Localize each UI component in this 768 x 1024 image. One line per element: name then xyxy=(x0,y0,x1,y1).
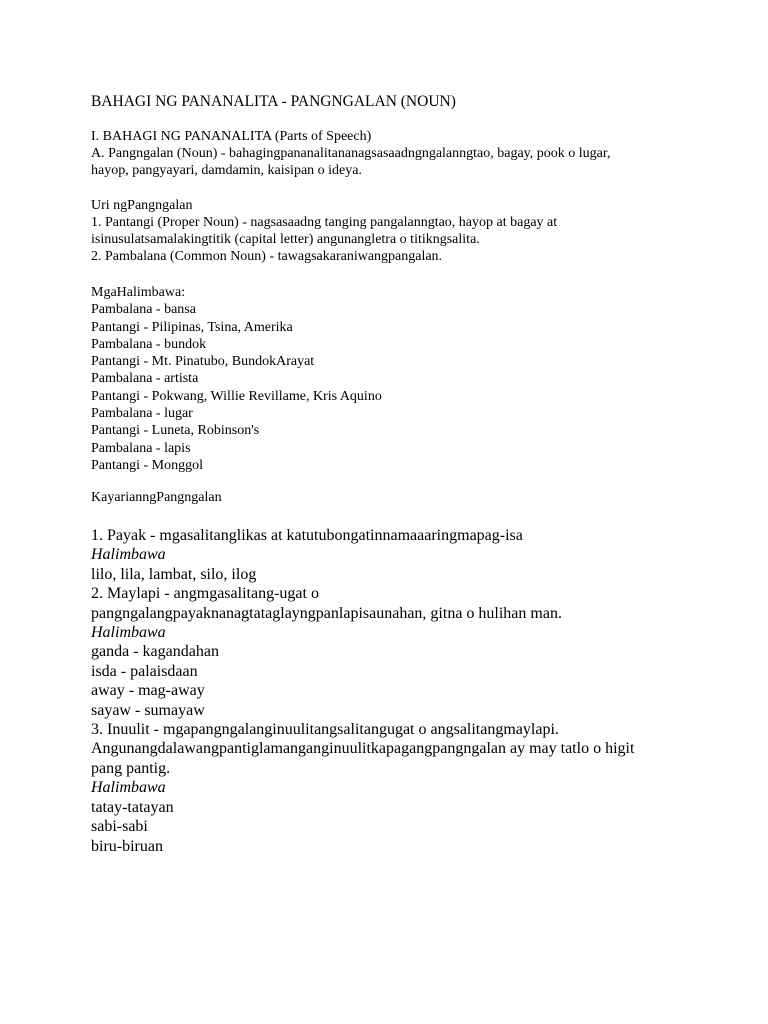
noun-definition-cont: hayop, pangyayari, damdamin, kaisipan o ideya. xyxy=(91,163,362,178)
example-item: Pambalana - lapis xyxy=(91,440,191,456)
intro-section xyxy=(91,128,741,179)
payak-label: 1. Payak - mgasalitanglikas at katutubongatinnamaaaringmapag-isa xyxy=(91,527,523,544)
example-item: Pambalana - lugar xyxy=(91,406,193,422)
inuulit-label: 3. Inuulit - mgapangngalanginuulitangsalitangugat o angsalitangmaylapi. xyxy=(91,721,559,739)
maylapi-label: 2. Maylapi - angmgasalitang-ugat o xyxy=(91,585,319,603)
uri-item: 2. Pambalana (Common Noun) - tawagsakaraniwangpangalan. xyxy=(91,249,443,264)
example-item: Pantangi - Monggol xyxy=(91,457,203,473)
kayarian-heading: KayarianngPangngalan xyxy=(91,490,222,505)
inuulit-example: tatay-tatayan xyxy=(91,798,174,816)
example-item: Pantangi - Pokwang, Willie Revillame, Kris Aquino xyxy=(91,388,382,404)
maylapi-example: sayaw - sumayaw xyxy=(91,701,205,719)
example-item: Pantangi - Mt. Pinatubo, BundokArayat xyxy=(91,354,315,370)
uri-item: isinusulatsamalakingtitik (capital letter) angunangletra o titikngsalita. xyxy=(91,232,480,247)
kayarian-section xyxy=(91,526,741,856)
inuulit-label-cont2: pang pantig. xyxy=(91,759,171,777)
example-item: Pantangi - Pilipinas, Tsina, Amerika xyxy=(91,319,293,335)
inuulit-example: biru-biruan xyxy=(91,837,163,855)
example-item: Pambalana - bundok xyxy=(91,336,207,352)
inuulit-label-cont: Angunangdalawangpantiglamanganginuulitkapagangpangngalan ay may tatlo o higit xyxy=(91,740,635,758)
kayarian-heading-block xyxy=(91,489,741,506)
maylapi-label-cont: pangngalangpayaknanagtataglayngpanlapisaunahan, gitna o hulihan man. xyxy=(91,604,562,622)
uri-section xyxy=(91,197,741,265)
example-item: Pambalana - bansa xyxy=(91,302,196,318)
title-text: BAHAGI NG PANANALITA - PANGNGALAN (NOUN) xyxy=(91,93,456,110)
example-item: Pantangi - Luneta, Robinson's xyxy=(91,423,260,439)
document-title xyxy=(91,92,741,112)
example-item: Pambalana - artista xyxy=(91,371,199,387)
noun-definition: A. Pangngalan (Noun) - bahagingpananalitananagsasaadngngalanngtao, bagay, pook o lugar, xyxy=(91,146,611,161)
examples-section xyxy=(91,284,741,474)
inuulit-halimbawa: Halimbawa xyxy=(91,779,166,797)
examples-heading: MgaHalimbawa: xyxy=(91,285,186,300)
uri-heading: Uri ngPangngalan xyxy=(91,198,193,213)
payak-example: lilo, lila, lambat, silo, ilog xyxy=(91,565,257,583)
uri-item: 1. Pantangi (Proper Noun) - nagsasaadng tanging pangalanngtao, hayop at bagay at xyxy=(91,215,558,230)
payak-halimbawa: Halimbawa xyxy=(91,546,166,564)
maylapi-example: isda - palaisdaan xyxy=(91,662,198,680)
maylapi-example: away - mag-away xyxy=(91,682,205,700)
inuulit-example: sabi-sabi xyxy=(91,818,148,836)
maylapi-halimbawa: Halimbawa xyxy=(91,624,166,642)
section-heading: I. BAHAGI NG PANANALITA (Parts of Speech) xyxy=(91,129,372,144)
maylapi-example: ganda - kagandahan xyxy=(91,643,219,661)
